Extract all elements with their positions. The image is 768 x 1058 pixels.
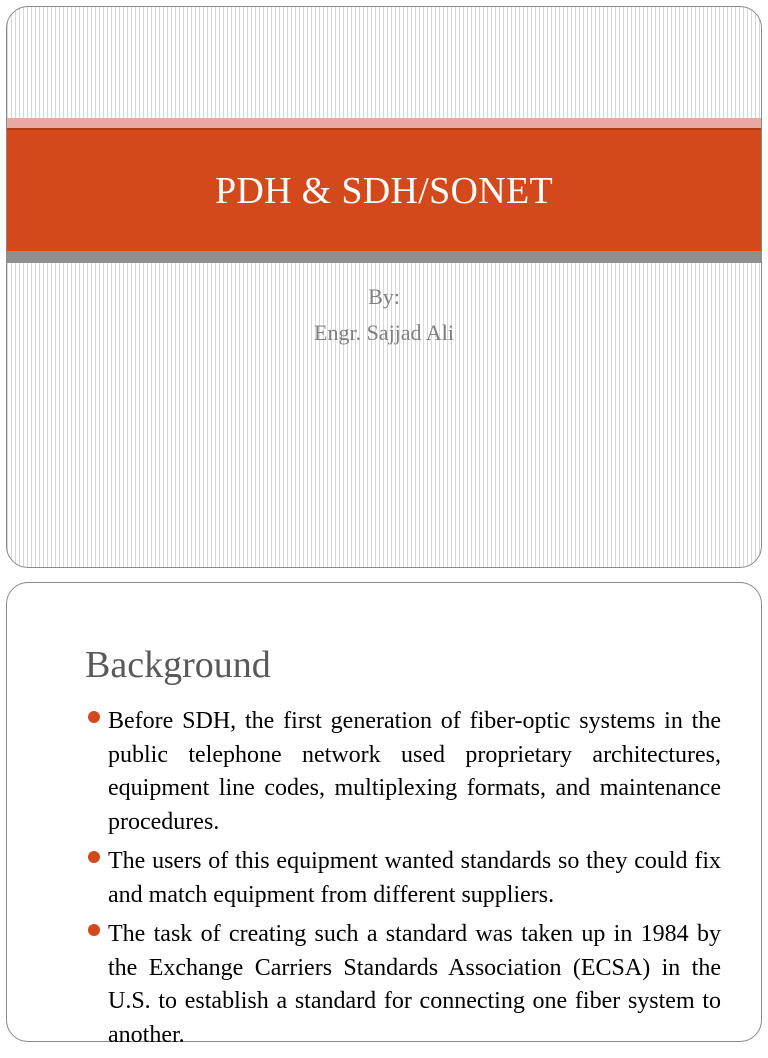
author-name: Engr. Sajjad Ali: [314, 320, 454, 345]
slide-heading: Background: [85, 644, 271, 686]
bullet-text: Before SDH, the first generation of fiber-optic systems in the public telephone network used proprietary architectures, equipment line codes, multiplexing formats, and maintenance procedures.: [108, 708, 721, 835]
grey-stripe: [7, 251, 761, 263]
by-label: By:: [368, 284, 400, 309]
list-item: [85, 845, 721, 912]
accent-stripe: [7, 118, 761, 128]
content-slide: [6, 582, 762, 1048]
subtitle: [7, 279, 761, 351]
list-item: [85, 918, 721, 1052]
bullet-text: The task of creating such a standard was taken up in 1984 by the Exchange Carriers Standards Association (ECSA) in the U.S. to establish a standard for connecting one fiber system to another.: [108, 921, 721, 1048]
circle-bullet-icon: [88, 851, 100, 863]
circle-bullet-icon: [88, 924, 100, 936]
bullet-text: The users of this equipment wanted standards so they could fix and match equipment from different suppliers.: [108, 848, 721, 908]
slide-title: PDH & SDH/SONET: [214, 169, 554, 212]
circle-bullet-icon: [88, 711, 100, 723]
title-band: [7, 128, 761, 251]
list-item: [85, 705, 721, 839]
title-slide: [6, 6, 762, 568]
bullet-list: [85, 705, 721, 1058]
